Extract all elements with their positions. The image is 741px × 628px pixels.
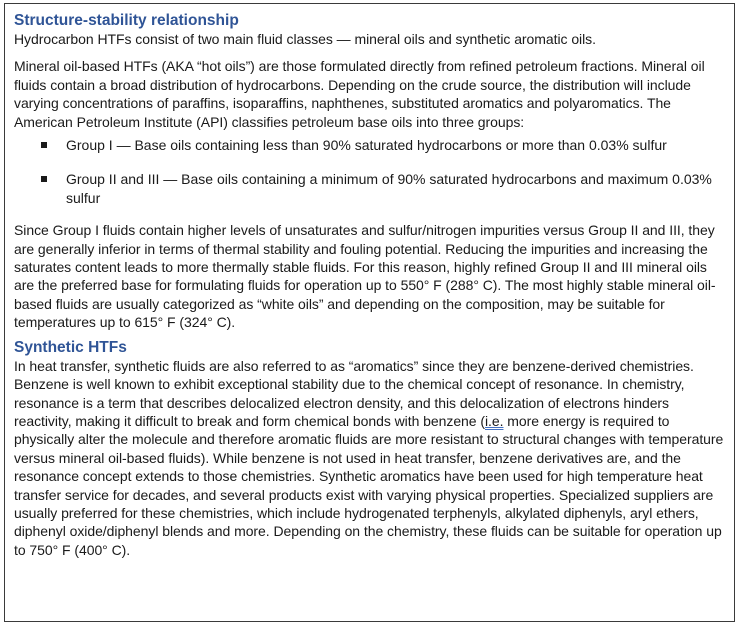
synthetic-text-part1: In heat transfer, synthetic fluids are also referred to as “aromatics” since they are benzene-derived chemistries. Benzene is well known to exhibit exceptional stability due to the chemical concept of resonance. In chemistry, resonance is a term that describes delocalized electron density, and this delocalization of electrons hinders reactivity, making it difficult to break and form chemical bonds with benzene ( [14, 357, 694, 429]
document-frame [4, 3, 735, 622]
section-heading-structure-stability: Structure-stability relationship [14, 12, 239, 29]
synthetic-paragraph [14, 357, 724, 559]
bullet-icon [41, 142, 47, 148]
api-groups-list [14, 136, 724, 207]
intro-paragraph: Hydrocarbon HTFs consist of two main fluid classes — mineral oils and synthetic aromatic oils. [14, 31, 596, 47]
bullet-icon [41, 176, 47, 182]
list-item [14, 170, 724, 207]
synthetic-text-part2: more energy is required to physically alter the molecule and therefore aromatic fluids are more resistant to structural changes with temperature versus mineral oil-based fluids). While benzene is not used in heat transfer, benzene derivatives are, and the resonance concept extends to those chemistries. Synthetic aromatics have been used for high temperature heat transfer service for decades, and several products exist with varying physical properties. Specialized suppliers are usually preferred for these chemistries, which include hydrogenated terphenyls, alkylated diphenyls, aryl ethers, diphenyl oxide/diphenyl blends and more. Depending on the chemistry, these fluids can be suitable for operation up to 750° F (400° C). [14, 412, 724, 558]
section-heading-synthetic-htfs: Synthetic HTFs [14, 338, 127, 356]
bullet-text: Group II and III — Base oils containing a minimum of 90% saturated hydrocarbons and maximum 0.03% sulfur [66, 171, 712, 206]
bullet-text: Group I — Base oils containing less than 90% saturated hydrocarbons or more than 0.03% sulfur [66, 137, 667, 154]
group-comparison-paragraph: Since Group I fluids contain higher levels of unsaturates and sulfur/nitrogen impurities versus Group II and III, they are generally inferior in terms of thermal stability and fouling potential. Reducing the impurities and increasing the saturates content leads to more thermally stable fluids. For this reason, highly refined Group II and III mineral oils are the preferred base for formulating fluids for operation up to 550° F (288° C). The most highly stable mineral oil-based fluids are usually categorized as “white oils” and depending on the composition, may be suitable for temperatures up to 615° F (324° C). [14, 222, 716, 331]
mineral-oil-paragraph: Mineral oil-based HTFs (AKA “hot oils”) are those formulated directly from refined petroleum fractions. Mineral oil fluids contain a broad distribution of hydrocarbons. Depending on the crude source, the distribution will include varying concentrations of paraffins, isoparaffins, naphthenes, substituted aromatics and polyaromatics. The American Petroleum Institute (API) classifies petroleum base oils into three groups: [14, 58, 705, 130]
list-item [14, 136, 724, 154]
ie-abbreviation: i.e. [484, 412, 504, 429]
